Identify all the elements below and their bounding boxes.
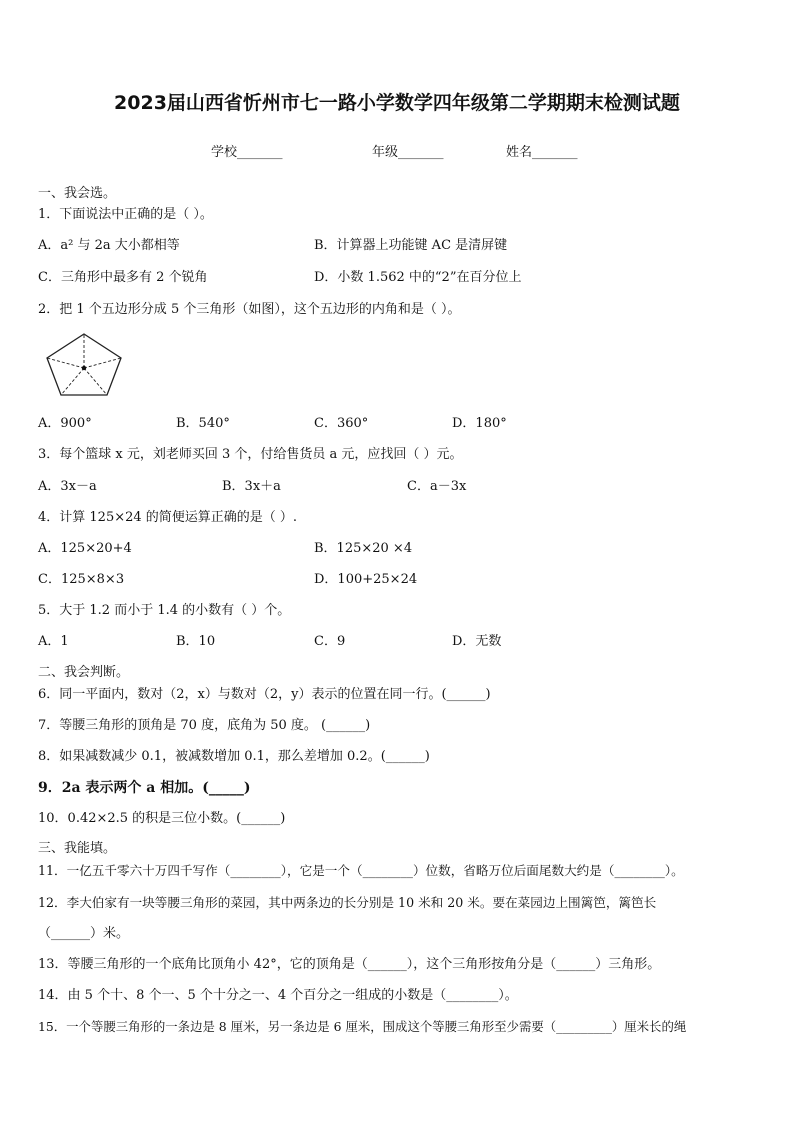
option-b[interactable]: B．3x＋a: [222, 479, 281, 494]
judgment-question: 9．2a 表示两个 a 相加。(_____): [38, 780, 251, 796]
question-stem: 2．把 1 个五边形分成 5 个三角形（如图），这个五边形的内角和是（ ）。: [38, 302, 461, 317]
judgment-question: 6．同一平面内，数对（2，x）与数对（2，y）表示的位置在同一行。(______): [38, 687, 491, 702]
fill-question: 14．由 5 个十、8 个一、5 个十分之一、4 个百分之一组成的小数是（________）。: [38, 988, 518, 1003]
option-c[interactable]: C．125×8×3: [38, 572, 125, 587]
option-b[interactable]: B．540°: [176, 416, 230, 431]
grade-field[interactable]: 年级_______: [372, 145, 444, 160]
pentagon-figure: [44, 332, 124, 398]
school-field[interactable]: 学校_______: [211, 145, 283, 160]
judgment-question: 10．0.42×2.5 的积是三位小数。(______): [38, 811, 286, 826]
section-heading: 二、我会判断。: [38, 665, 130, 680]
question-stem: 5．大于 1.2 而小于 1.4 的小数有（ ）个。: [38, 603, 291, 618]
option-c[interactable]: C．三角形中最多有 2 个锐角: [38, 270, 208, 285]
option-d[interactable]: D．100+25×24: [314, 572, 418, 587]
section-heading: 三、我能填。: [38, 841, 117, 856]
fill-question: 11．一亿五千零六十万四千写作（________），它是一个（________）位数，省略万位后面尾数大约是（________）。: [38, 863, 684, 878]
question-stem: 3．每个篮球 x 元，刘老师买回 3 个，付给售货员 a 元，应找回（ ）元。: [38, 447, 463, 462]
option-c[interactable]: C．a－3x: [407, 479, 467, 494]
judgment-question: 8．如果减数减少 0.1，被减数增加 0.1，那么差增加 0.2。(______): [38, 749, 430, 764]
option-b[interactable]: B．计算器上功能键 AC 是清屏键: [314, 238, 508, 253]
question-stem: 1．下面说法中正确的是（ ）。: [38, 207, 213, 222]
page-title: 2023届山西省忻州市七一路小学数学四年级第二学期期末检测试题: [114, 92, 680, 114]
option-c[interactable]: C．360°: [314, 416, 369, 431]
fill-question: 13．等腰三角形的一个底角比顶角小 42°，它的顶角是（______），这个三角形按角分是（______）三角形。: [38, 957, 661, 972]
option-d[interactable]: D．180°: [452, 416, 507, 431]
option-a[interactable]: A．1: [38, 634, 69, 649]
option-a[interactable]: A．900°: [38, 416, 92, 431]
fill-question: 12．李大伯家有一块等腰三角形的菜园，其中两条边的长分别是 10 米和 20 米。要在菜园边上围篱笆，篱笆长: [38, 895, 657, 910]
question-stem: 4．计算 125×24 的简便运算正确的是（ ）.: [38, 510, 298, 525]
section-heading: 一、我会选。: [38, 186, 117, 201]
option-a[interactable]: A．3x－a: [38, 479, 97, 494]
fill-question: 15．一个等腰三角形的一条边是 8 厘米，另一条边是 6 厘米，围成这个等腰三角形至少需要（_________）厘米长的绳: [38, 1019, 687, 1034]
fill-question-continued: （______）米。: [38, 926, 130, 941]
option-c[interactable]: C．9: [314, 634, 346, 649]
option-d[interactable]: D．小数 1.562 中的“2”在百分位上: [314, 270, 522, 285]
option-d[interactable]: D．无数: [452, 634, 502, 649]
option-b[interactable]: B．10: [176, 634, 216, 649]
option-a[interactable]: A．125×20+4: [38, 541, 132, 556]
judgment-question: 7．等腰三角形的顶角是 70 度，底角为 50 度。 (______): [38, 718, 371, 733]
option-a[interactable]: A．a² 与 2a 大小都相等: [38, 238, 180, 253]
name-field[interactable]: 姓名_______: [506, 145, 578, 160]
option-b[interactable]: B．125×20 ×4: [314, 541, 413, 556]
